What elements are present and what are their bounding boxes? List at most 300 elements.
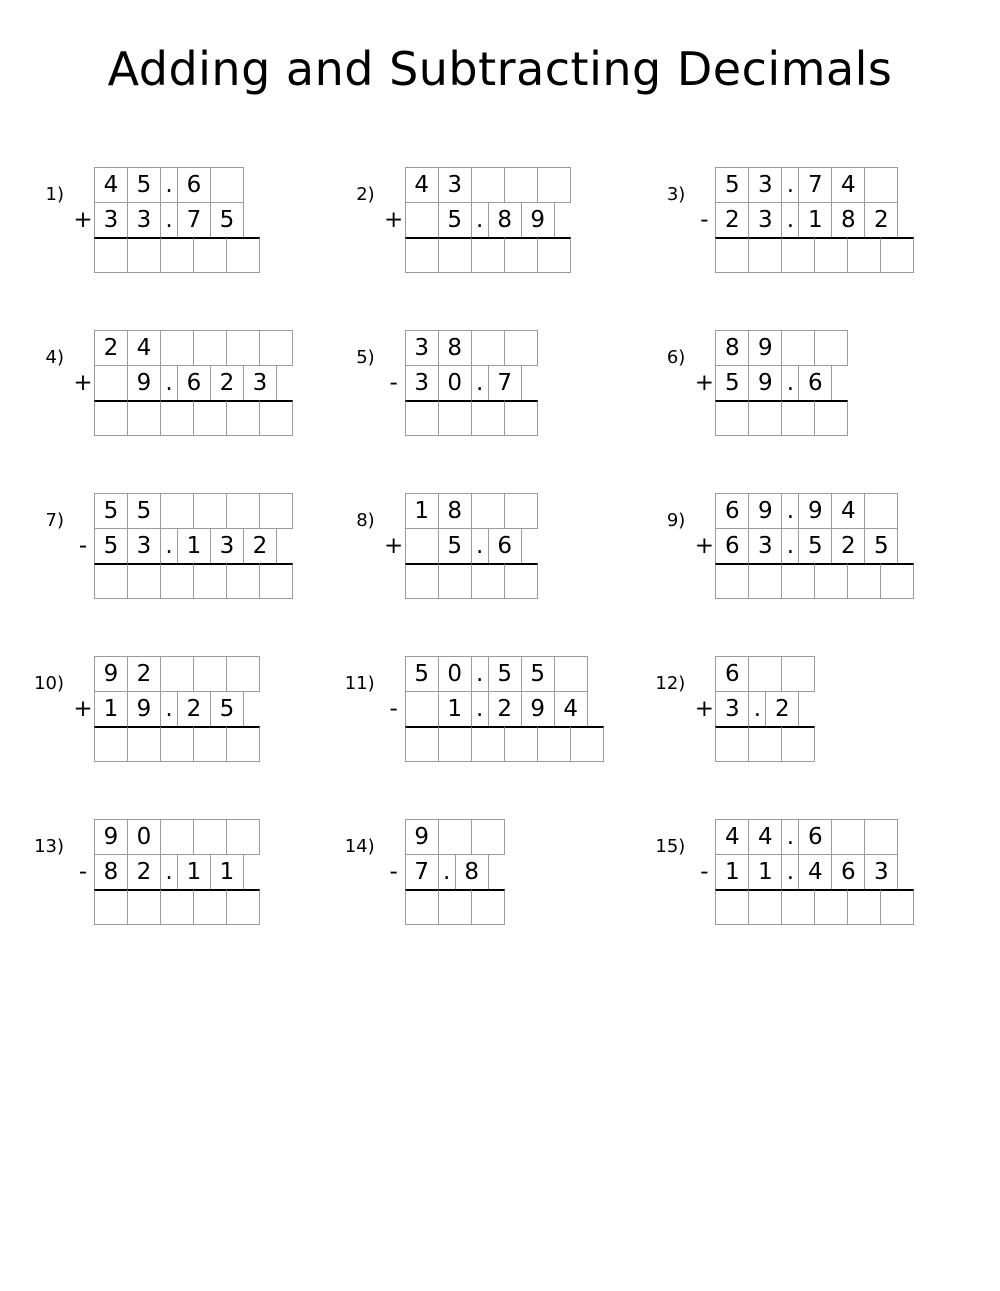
digit-cell: 2 [127,854,161,890]
digit-cell: 3 [127,528,161,564]
operator-spacer [692,889,716,925]
digit-cell: 6 [831,854,865,890]
problem-row [34,657,966,762]
digit-cell: 1 [798,202,832,238]
problem-top-row [72,657,260,692]
operator-spacer [382,400,406,436]
problem-bottom-row [383,203,571,238]
answer-cell[interactable] [127,889,161,925]
answer-cell[interactable] [127,563,161,599]
digit-cell: . [160,167,178,203]
operator-symbol: + [73,369,93,396]
operator-symbol: + [384,532,404,559]
digit-cell: 1 [715,854,749,890]
answer-cell[interactable] [814,563,848,599]
answer-cell[interactable] [570,726,604,762]
answer-cell[interactable] [715,237,749,273]
digit-cell: . [160,528,178,564]
digit-cell: . [748,691,766,727]
digit-cell: 1 [210,854,244,890]
answer-cell[interactable] [847,889,881,925]
answer-cell[interactable] [226,889,260,925]
answer-cell[interactable] [94,726,128,762]
digit-cell: 1 [177,854,211,890]
digit-cell [160,656,194,692]
operator-spacer [71,330,95,366]
digit-cell: . [781,819,799,855]
answer-cell[interactable] [471,889,505,925]
answer-cell[interactable] [781,400,815,436]
problem-answer-row [383,727,604,762]
row-spacer [34,436,966,494]
operator-spacer [71,400,95,436]
problem-slot [34,494,345,599]
digit-cell: . [160,691,178,727]
answer-cell[interactable] [748,563,782,599]
digit-cell [193,330,227,366]
problem-top-row [383,168,571,203]
digit-cell [259,493,293,529]
answer-cell[interactable] [127,726,161,762]
digit-cell: 5 [521,656,555,692]
answer-cell[interactable] [781,237,815,273]
digit-cell: 8 [94,854,128,890]
problem-14 [345,820,505,925]
digit-cell: 8 [715,330,749,366]
answer-cell[interactable] [748,237,782,273]
answer-cell[interactable] [537,237,571,273]
digit-cell [226,330,260,366]
digit-cell: 3 [864,854,898,890]
digit-cell: 6 [715,656,749,692]
problem-bottom-row [72,529,293,564]
answer-cell[interactable] [193,400,227,436]
answer-cell[interactable] [226,726,260,762]
digit-cell: 8 [438,493,472,529]
digit-cell [471,330,505,366]
answer-cell[interactable] [504,400,538,436]
problem-bottom-row [693,692,815,727]
digit-cell [193,819,227,855]
problem-grid [72,820,260,925]
problem-bottom-row [693,203,914,238]
answer-cell[interactable] [814,889,848,925]
digit-cell: 9 [748,493,782,529]
problem-answer-row [72,238,260,273]
problem-2 [345,168,571,273]
problem-grid [383,168,571,273]
answer-cell[interactable] [471,726,505,762]
worksheet-problems [0,168,1000,925]
answer-cell[interactable] [438,889,472,925]
problem-slot [345,657,656,762]
problem-answer-row [383,564,538,599]
answer-cell[interactable] [814,400,848,436]
operator-spacer [382,167,406,203]
answer-cell[interactable] [160,237,194,273]
operator-spacer [382,819,406,855]
answer-cell[interactable] [504,726,538,762]
answer-cell[interactable] [193,726,227,762]
problem-number: 8) [356,510,375,531]
problem-top-row [72,820,260,855]
answer-cell[interactable] [715,400,749,436]
operator-spacer [71,889,95,925]
answer-cell[interactable] [405,237,439,273]
answer-cell[interactable] [127,237,161,273]
answer-cell[interactable] [193,889,227,925]
operator-symbol: + [694,369,714,396]
operator-spacer [382,237,406,273]
answer-cell[interactable] [438,563,472,599]
problem-top-row [72,168,260,203]
answer-cell[interactable] [880,237,914,273]
digit-cell [405,202,439,238]
answer-cell[interactable] [715,563,749,599]
digit-cell: 2 [127,656,161,692]
operator-symbol: - [389,369,398,396]
operator-symbol: + [73,695,93,722]
problem-5 [345,331,538,436]
problem-bottom-row [72,692,260,727]
digit-cell: 5 [210,202,244,238]
answer-cell[interactable] [880,563,914,599]
problem-11 [345,657,604,762]
digit-cell: 9 [521,202,555,238]
answer-cell[interactable] [127,400,161,436]
answer-cell[interactable] [748,889,782,925]
answer-cell[interactable] [94,400,128,436]
answer-cell[interactable] [405,726,439,762]
digit-cell: 5 [210,691,244,727]
problem-answer-row [72,564,293,599]
digit-cell: 0 [127,819,161,855]
operator-spacer [692,237,716,273]
digit-cell: 3 [127,202,161,238]
problem-grid [383,331,538,436]
problem-number: 14) [344,836,375,857]
problem-answer-row [693,564,914,599]
digit-cell: 6 [177,365,211,401]
answer-cell[interactable] [504,237,538,273]
digit-cell: 2 [864,202,898,238]
operator-spacer [692,656,716,692]
problem-7 [34,494,293,599]
page-title: Adding and Subtracting Decimals [107,42,893,96]
digit-cell: 4 [554,691,588,727]
digit-cell: 4 [405,167,439,203]
answer-cell[interactable] [847,563,881,599]
digit-cell: 2 [243,528,277,564]
digit-cell: 4 [798,854,832,890]
answer-cell[interactable] [748,726,782,762]
problem-slot [345,820,656,925]
digit-cell: 5 [405,656,439,692]
problem-bottom-row [693,366,848,401]
problem-top-row [693,820,914,855]
answer-cell[interactable] [405,563,439,599]
digit-cell: 2 [94,330,128,366]
answer-cell[interactable] [226,237,260,273]
operator-spacer [71,563,95,599]
answer-cell[interactable] [405,889,439,925]
digit-cell: 5 [94,528,128,564]
digit-cell: 3 [748,202,782,238]
problem-row [34,168,966,273]
problem-bottom-row [72,203,260,238]
problem-row [34,820,966,925]
operator-spacer [692,493,716,529]
digit-cell: 2 [488,691,522,727]
digit-cell [405,691,439,727]
digit-cell [160,330,194,366]
problem-number: 4) [45,347,64,368]
digit-cell: 2 [831,528,865,564]
digit-cell: 5 [127,167,161,203]
problem-top-row [383,657,604,692]
digit-cell [405,528,439,564]
problem-answer-row [383,238,571,273]
answer-cell[interactable] [537,726,571,762]
problem-slot [34,657,345,762]
digit-cell: 9 [748,365,782,401]
problem-number: 12) [655,673,686,694]
problem-grid [693,168,914,273]
digit-cell: 3 [405,330,439,366]
problem-8 [345,494,538,599]
problem-slot [34,331,345,436]
operator-spacer [71,726,95,762]
digit-cell [160,819,194,855]
operator-spacer [71,656,95,692]
operator-symbol: - [78,858,88,885]
digit-cell: 7 [405,854,439,890]
answer-cell[interactable] [193,237,227,273]
digit-cell [94,365,128,401]
digit-cell: 5 [488,656,522,692]
digit-cell [504,167,538,203]
digit-cell: 3 [748,528,782,564]
answer-cell[interactable] [160,563,194,599]
problem-number: 7) [45,510,64,531]
problem-9 [655,494,914,599]
answer-cell[interactable] [847,237,881,273]
digit-cell: . [160,854,178,890]
problem-grid [693,820,914,925]
problem-top-row [383,331,538,366]
digit-cell: 6 [715,528,749,564]
problem-top-row [693,657,815,692]
digit-cell: 7 [488,365,522,401]
digit-cell: 9 [405,819,439,855]
problem-6 [655,331,848,436]
digit-cell: 4 [831,493,865,529]
answer-cell[interactable] [438,726,472,762]
digit-cell [226,656,260,692]
problem-answer-row [693,890,914,925]
problem-top-row [693,494,914,529]
answer-cell[interactable] [259,563,293,599]
problem-answer-row [72,890,260,925]
digit-cell: . [471,656,489,692]
digit-cell: 5 [438,202,472,238]
problem-grid [693,494,914,599]
digit-cell: . [471,528,489,564]
answer-cell[interactable] [438,400,472,436]
answer-cell[interactable] [715,889,749,925]
problem-top-row [693,168,914,203]
answer-cell[interactable] [504,563,538,599]
operator-spacer [71,819,95,855]
problem-grid [72,494,293,599]
problem-bottom-row [72,366,293,401]
digit-cell: 4 [715,819,749,855]
digit-cell: 5 [94,493,128,529]
problem-number: 2) [356,184,375,205]
digit-cell: 8 [455,854,489,890]
problem-bottom-row [383,529,538,564]
answer-cell[interactable] [259,400,293,436]
problem-grid [72,657,260,762]
problem-number: 11) [344,673,375,694]
problem-1 [34,168,260,273]
row-spacer [34,599,966,657]
answer-cell[interactable] [471,400,505,436]
answer-cell[interactable] [814,237,848,273]
problem-bottom-row [383,366,538,401]
answer-cell[interactable] [226,400,260,436]
problem-answer-row [72,401,293,436]
digit-cell: 6 [798,819,832,855]
digit-cell: 1 [748,854,782,890]
problem-slot [655,494,966,599]
problem-top-row [383,494,538,529]
problem-grid [693,331,848,436]
digit-cell: . [781,493,799,529]
digit-cell: 8 [438,330,472,366]
operator-symbol: - [700,858,709,885]
digit-cell: 7 [798,167,832,203]
operator-spacer [692,400,716,436]
digit-cell: 1 [177,528,211,564]
problem-number: 6) [666,347,686,368]
problem-number: 10) [34,673,64,694]
digit-cell: 6 [177,167,211,203]
digit-cell [864,819,898,855]
digit-cell [160,493,194,529]
digit-cell: . [438,854,456,890]
digit-cell: . [781,202,799,238]
problem-answer-row [72,727,260,762]
operator-symbol: - [389,695,398,722]
problem-answer-row [693,727,815,762]
answer-cell[interactable] [471,563,505,599]
operator-spacer [692,819,716,855]
digit-cell: 9 [94,819,128,855]
digit-cell: 3 [94,202,128,238]
problem-3 [655,168,914,273]
operator-symbol: - [700,206,709,233]
answer-cell[interactable] [160,726,194,762]
answer-cell[interactable] [405,400,439,436]
answer-cell[interactable] [94,563,128,599]
digit-cell [554,656,588,692]
digit-cell: 9 [521,691,555,727]
digit-cell: . [471,365,489,401]
problem-13 [34,820,260,925]
digit-cell: 5 [715,167,749,203]
problem-bottom-row [693,529,914,564]
digit-cell [471,493,505,529]
problem-number: 13) [34,836,64,857]
digit-cell: . [160,202,178,238]
digit-cell [504,493,538,529]
digit-cell: . [781,365,799,401]
answer-cell[interactable] [160,889,194,925]
problem-slot [655,657,966,762]
digit-cell [864,493,898,529]
problem-slot [655,168,966,273]
digit-cell: 5 [715,365,749,401]
problem-number: 1) [45,184,64,205]
digit-cell: 3 [715,691,749,727]
answer-cell[interactable] [781,889,815,925]
digit-cell [781,330,815,366]
digit-cell: 2 [715,202,749,238]
digit-cell: 9 [94,656,128,692]
problem-bottom-row [383,855,505,890]
digit-cell [193,656,227,692]
digit-cell [864,167,898,203]
answer-cell[interactable] [880,889,914,925]
row-spacer [34,762,966,820]
operator-spacer [692,726,716,762]
digit-cell: 1 [94,691,128,727]
answer-cell[interactable] [781,726,815,762]
problem-12 [655,657,815,762]
problem-grid [383,657,604,762]
answer-cell[interactable] [781,563,815,599]
answer-cell[interactable] [471,237,505,273]
answer-cell[interactable] [160,400,194,436]
digit-cell: 8 [831,202,865,238]
digit-cell: 2 [210,365,244,401]
answer-cell[interactable] [94,237,128,273]
operator-symbol: + [694,695,714,722]
problem-grid [383,820,505,925]
problem-grid [72,331,293,436]
answer-cell[interactable] [226,563,260,599]
digit-cell: 5 [798,528,832,564]
digit-cell: 5 [127,493,161,529]
answer-cell[interactable] [715,726,749,762]
problem-grid [383,494,538,599]
problem-grid [693,657,815,762]
answer-cell[interactable] [438,237,472,273]
digit-cell: 2 [765,691,799,727]
answer-cell[interactable] [193,563,227,599]
row-spacer [34,273,966,331]
problem-answer-row [693,238,914,273]
digit-cell: 6 [715,493,749,529]
digit-cell: 5 [864,528,898,564]
answer-cell[interactable] [94,889,128,925]
answer-cell[interactable] [748,400,782,436]
digit-cell: 6 [798,365,832,401]
problem-answer-row [693,401,848,436]
digit-cell [471,167,505,203]
digit-cell: 2 [177,691,211,727]
